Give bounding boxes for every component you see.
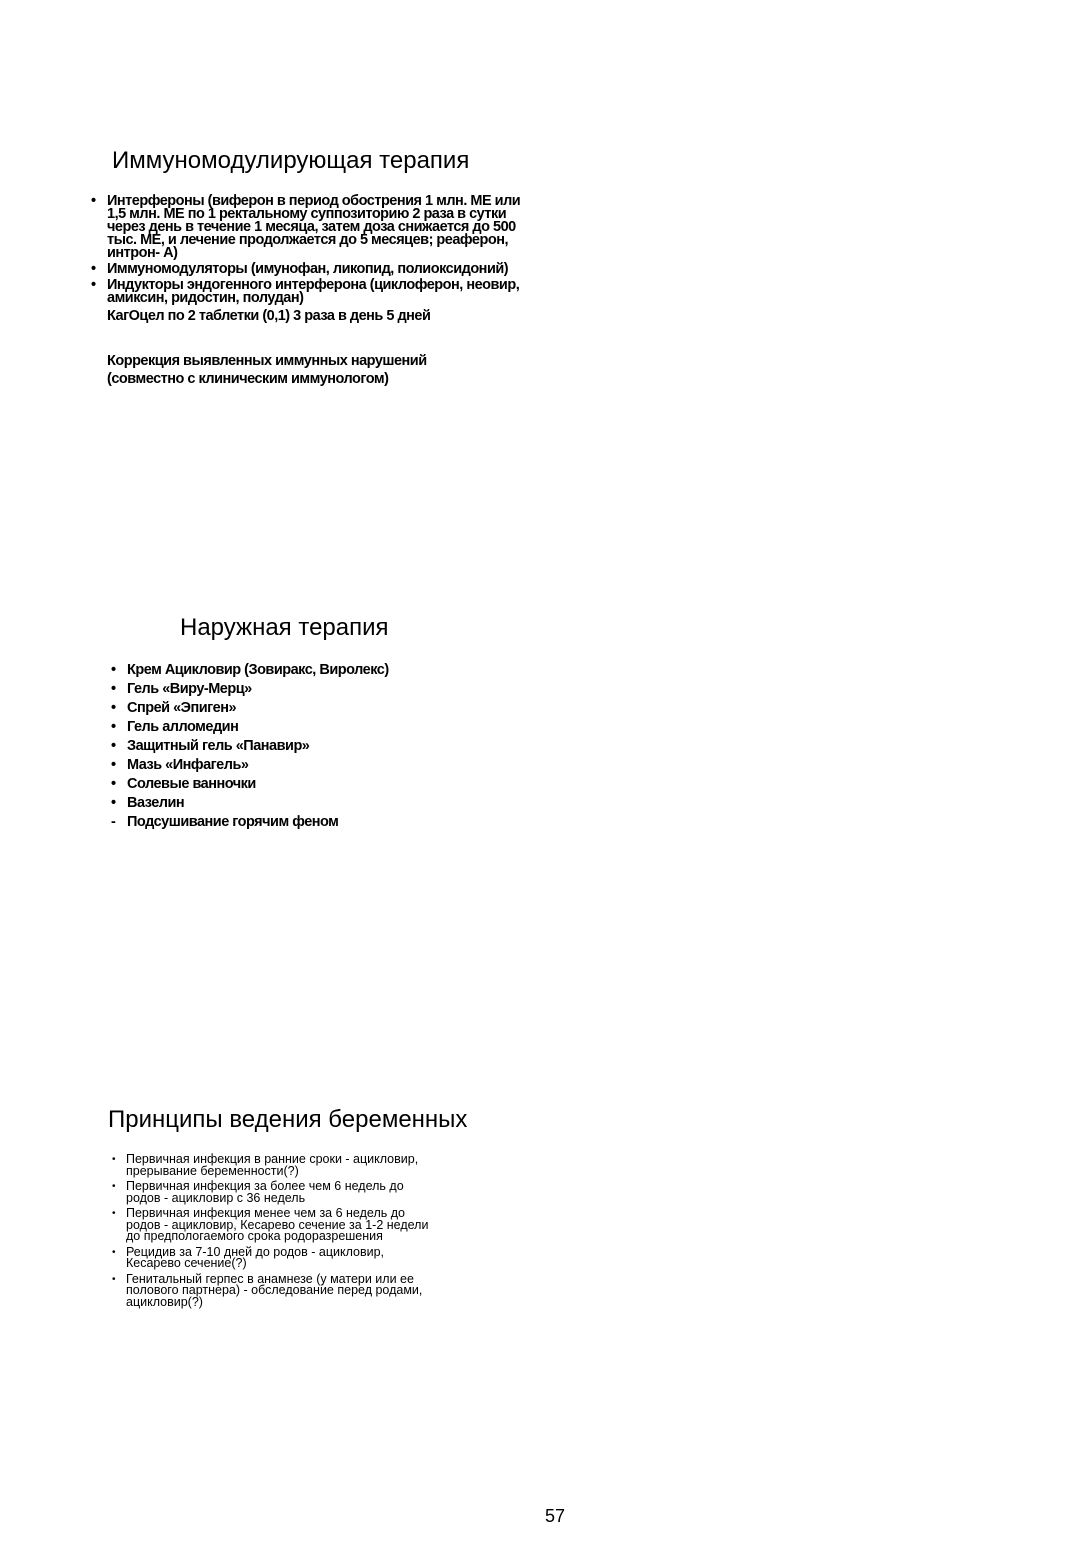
list-item — [91, 263, 531, 276]
list-item-text: Подсушивание горячим феном — [127, 814, 339, 830]
list-item-line: Первичная инфекция за более чем 6 недель до — [126, 1179, 404, 1193]
list-item-text: Гель «Виру-Мерц» — [127, 681, 252, 697]
list-item-line: ацикловир(?) — [126, 1294, 203, 1309]
list-item — [108, 1244, 528, 1270]
bullet: • — [111, 662, 116, 678]
bullet: • — [112, 1273, 116, 1285]
bullet: - — [111, 814, 116, 830]
list-item — [108, 1271, 528, 1309]
list-item — [91, 195, 531, 260]
bullet: • — [111, 700, 116, 716]
immuno-item-immunomodulators: Иммуномодуляторы (имунофан, ликопид, полиоксидоний) — [107, 261, 509, 277]
section-pregnant — [108, 1106, 528, 1312]
list-item-line: родов - ацикловир, Кесарево сечение за 1-2 недели — [126, 1217, 429, 1232]
immuno-list — [91, 195, 531, 305]
section-immuno — [91, 147, 531, 388]
external-list — [111, 661, 511, 832]
bullet: • — [112, 1208, 116, 1219]
list-item-line: Кесарево сечение(?) — [126, 1256, 247, 1270]
list-item — [111, 661, 511, 680]
list-item-line: родов - ацикловир с 36 недель — [126, 1190, 306, 1205]
list-item — [111, 813, 511, 832]
list-item-text: Солевые ванночки — [127, 776, 256, 792]
correction-line: Коррекция выявленных иммунных нарушений — [107, 353, 427, 369]
bullet: • — [112, 1246, 116, 1258]
bullet: • — [111, 719, 116, 735]
list-item-line: Первичная инфекция менее чем за 6 недель до — [126, 1206, 405, 1220]
bullet: • — [112, 1181, 116, 1192]
bullet: • — [111, 776, 116, 792]
list-item — [111, 737, 511, 756]
bullet: • — [111, 738, 116, 754]
correction-note — [107, 352, 531, 388]
list-item-line: Первичная инфекция в ранние сроки - ацикловир, — [126, 1152, 419, 1166]
list-item-text: Спрей «Эпиген» — [127, 700, 237, 716]
immuno-title: Иммуномодулирующая терапия — [112, 147, 470, 174]
immuno-item-interferons: Интерфероны (виферон в период обострения 1 млн. МЕ или 1,5 млн. МЕ по 1 ректальному суппозиторию 2 раза в сутки через день в течение 1 месяца, затем доза снижается до 500 тыс. МЕ, и лечение продолжается до 5 месяцев; реаферон, интрон- А) — [107, 193, 521, 261]
list-item-text: Вазелин — [127, 795, 185, 811]
list-item-text: Гель алломедин — [127, 719, 239, 735]
list-item-text: Мазь «Инфагель» — [127, 757, 249, 773]
section-external — [111, 614, 511, 832]
bullet: • — [91, 277, 96, 293]
list-item-line: до предпологаемого срока родоразрешения — [126, 1229, 383, 1243]
bullet: • — [112, 1154, 116, 1165]
external-title: Наружная терапия — [180, 614, 389, 641]
bullet: • — [111, 757, 116, 773]
list-item-line: Рецидив за 7-10 дней до родов - ацикловир, — [126, 1244, 385, 1259]
list-item-line: Генитальный герпес в анамнезе (у матери или ее — [126, 1271, 414, 1286]
list-item-line: прерывание беременности(?) — [126, 1163, 299, 1178]
list-item — [111, 718, 511, 737]
bullet: • — [91, 193, 96, 209]
list-item-text: Крем Ацикловир (Зовиракс, Виролекс) — [127, 662, 389, 678]
list-item-text: Защитный гель «Панавир» — [127, 738, 310, 754]
bullet: • — [91, 261, 96, 277]
bullet: • — [111, 681, 116, 697]
list-item — [108, 1154, 528, 1177]
list-item — [111, 794, 511, 813]
pregnant-title: Принципы ведения беременных — [108, 1106, 468, 1133]
list-item — [108, 1181, 528, 1204]
bullet: • — [111, 795, 116, 811]
pregnant-list — [108, 1154, 528, 1308]
list-item — [108, 1208, 528, 1243]
list-item — [111, 775, 511, 794]
immuno-extra-line: КагОцел по 2 таблетки (0,1) 3 раза в день 5 дней — [107, 308, 431, 324]
page-number: 57 — [545, 1506, 566, 1526]
list-item-line: полового партнера) - обследование перед родами, — [126, 1283, 423, 1297]
list-item — [111, 756, 511, 775]
list-item — [111, 699, 511, 718]
list-item — [91, 279, 531, 305]
list-item — [111, 680, 511, 699]
correction-line: (совместно с клиническим иммунологом) — [107, 371, 389, 387]
immuno-item-inductors: Индукторы эндогенного интерферона (циклоферон, неовир, амиксин, ридостин, полудан) — [107, 277, 520, 306]
